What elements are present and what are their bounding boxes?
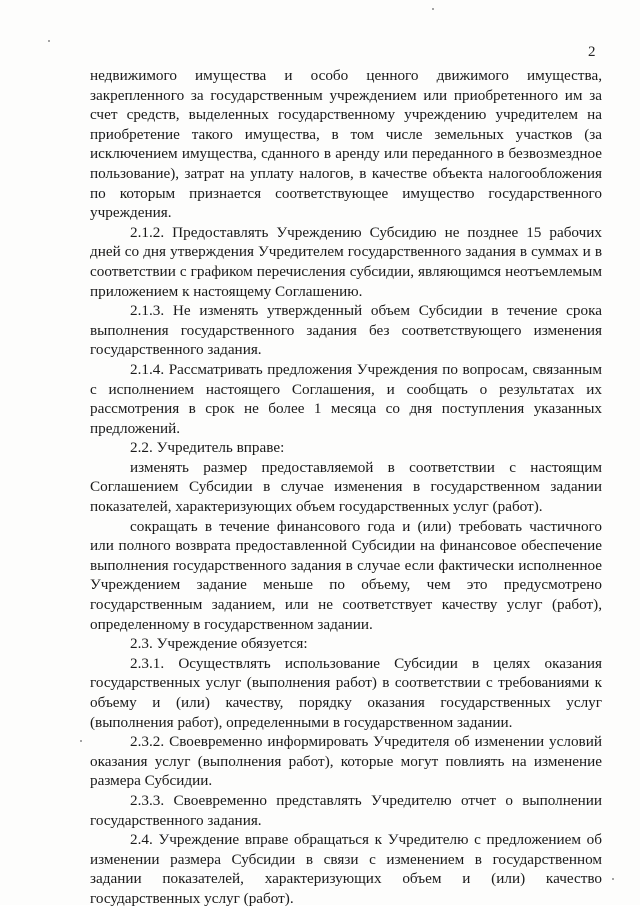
- paragraph: 2.1.2. Предоставлять Учреждению Субсидию не позднее 15 рабочих дней со дня утверждения Учредителем государственного задания в суммах и в соответствии с графиком перечисления субсидии, являющимся неотъемлемым приложением к настоящему Соглашению.: [90, 223, 602, 300]
- paragraph: 2.1.4. Рассматривать предложения Учреждения по вопросам, связанным с исполнением настоящего Соглашения, и сообщать о результатах их рассмотрения в срок не более 1 месяца со дня поступления указанных предложений.: [90, 360, 602, 437]
- paragraph: 2.1.3. Не изменять утвержденный объем Субсидии в течение срока выполнения государственного задания без соответствующего изменения государственного задания.: [90, 302, 602, 359]
- paragraph: 2.3.3. Своевременно представлять Учредителю отчет о выполнении государственного задания.: [90, 791, 602, 829]
- paragraph: 2.4. Учреждение вправе обращаться к Учредителю с предложением об изменении размера Субсидии в связи с изменением в государственном задании показателей, характеризующих объем и (или) качество государственных услуг (работ).: [90, 831, 602, 907]
- paragraph: 2.3.2. Своевременно информировать Учредителя об изменении условий оказания услуг (выполнения работ), которые могут повлиять на изменение размера Субсидии.: [90, 733, 602, 790]
- scan-speck: [80, 740, 82, 742]
- document-body: [90, 66, 602, 909]
- paragraph: сокращать в течение финансового года и (или) требовать частичного или полного возврата предоставленной Субсидии на финансовое обеспечение выполнения государственного задания в случае если фактически исполненное Учреждением задание меньше по объему, чем это предусмотрено государственным заданием, или не соответствует качеству услуг (работ), определенному в государственном задании.: [90, 517, 602, 633]
- scan-speck: [612, 878, 614, 880]
- paragraph: 2.3.1. Осуществлять использование Субсидии в целях оказания государственных услуг (выполнения работ) в соответствии с требованиями к объему и (или) качеству, порядку оказания государственных услуг (выполнения работ), определенными в государственном задании.: [90, 654, 602, 731]
- paragraph: недвижимого имущества и особо ценного движимого имущества, закрепленного за государственным учреждением или приобретенного им за счет средств, выделенных государственному учреждению учредителем на приобретение такого имущества, в том числе земельных участков (за исключением имущества, сданного в аренду или переданного в безвозмездное пользование), затрат на уплату налогов, в качестве объекта налогообложения по которым признается соответствующее имущество государственного учреждения.: [90, 67, 602, 222]
- scan-speck: [432, 8, 434, 10]
- paragraph: изменять размер предоставляемой в соответствии с настоящим Соглашением Субсидии в случае изменения в государственном задании показателей, характеризующих объем государственных услуг (работ).: [90, 458, 602, 516]
- paragraph: 2.3. Учреждение обязуется:: [130, 635, 308, 653]
- scan-speck: [48, 40, 50, 42]
- paragraph: 2.2. Учредитель вправе:: [130, 439, 285, 457]
- page-number: 2: [588, 44, 596, 60]
